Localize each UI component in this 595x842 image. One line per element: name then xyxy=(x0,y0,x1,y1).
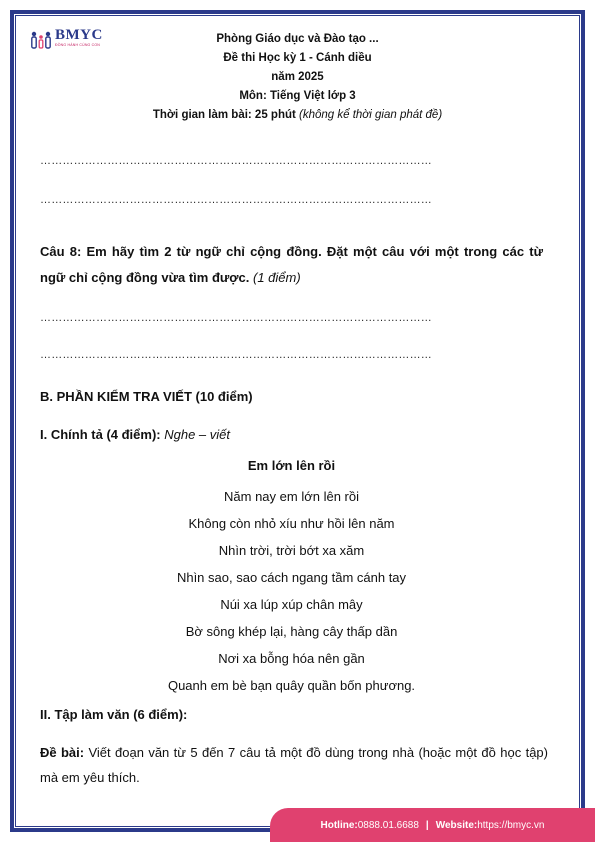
poem-line: Quanh em bè bạn quây quần bốn phương. xyxy=(167,678,416,693)
section-1-heading xyxy=(40,427,230,442)
page-frame-inner xyxy=(15,15,580,827)
poem-line: Không còn nhỏ xíu như hồi lên năm xyxy=(188,516,395,531)
task-text: Viết đoạn văn từ 5 đến 7 câu tả một đồ dùng trong nhà (hoặc một đồ học tập) mà em yêu thích. xyxy=(40,745,548,785)
question-8 xyxy=(40,239,543,291)
section-1-mode: Nghe – viết xyxy=(164,427,230,442)
poem-line: Nhìn trời, trời bớt xa xăm xyxy=(218,543,365,558)
logo-tagline: ĐỒNG HÀNH CÙNG CON xyxy=(55,43,101,47)
writing-task xyxy=(40,740,548,790)
task-label: Đề bài: xyxy=(40,745,85,760)
answer-line: …………………………………………………………………………………………… xyxy=(40,312,432,324)
question-8-points: (1 điểm) xyxy=(253,270,301,285)
poem-title: Em lớn lên rồi xyxy=(247,458,336,473)
header-subject: Môn: Tiếng Việt lớp 3 xyxy=(239,90,356,102)
hotline-label: Hotline: xyxy=(320,819,358,831)
website-link[interactable]: https://bmyc.vn xyxy=(477,819,545,831)
header-department: Phòng Giáo dục và Đào tạo ... xyxy=(216,33,379,45)
poem xyxy=(40,456,543,699)
hotline-number[interactable]: 0888.01.6688 xyxy=(357,819,419,831)
section-b-heading: B. PHẦN KIỂM TRA VIẾT (10 điểm) xyxy=(40,389,253,404)
header-year: năm 2025 xyxy=(271,71,324,83)
logo-wordmark: BMYC xyxy=(55,27,103,43)
header-time-note: (không kể thời gian phát đề) xyxy=(299,109,443,121)
contact-footer xyxy=(270,808,595,842)
family-logo-icon xyxy=(30,28,52,50)
poem-line: Bờ sông khép lại, hàng cây thấp dần xyxy=(185,624,398,639)
poem-line: Năm nay em lớn lên rồi xyxy=(224,489,359,504)
section-2-heading: II. Tập làm văn (6 điểm): xyxy=(40,707,188,722)
header-time-label: Thời gian làm bài: 25 phút xyxy=(152,109,300,121)
poem-line: Núi xa lúp xúp chân mây xyxy=(220,597,363,612)
poem-line: Nhìn sao, sao cách ngang tầm cánh tay xyxy=(176,570,407,585)
bmyc-logo xyxy=(30,28,103,54)
answer-line: …………………………………………………………………………………………… xyxy=(40,155,432,167)
poem-line: Nơi xa bỗng hóa nên gần xyxy=(218,651,365,666)
footer-separator: | xyxy=(425,819,429,831)
answer-line: …………………………………………………………………………………………… xyxy=(40,194,432,206)
website-label: Website: xyxy=(435,819,478,831)
section-1-label: I. Chính tả (4 điểm): xyxy=(40,427,165,442)
header-exam-title: Đề thi Học kỳ 1 - Cánh diều xyxy=(223,52,372,64)
question-8-text: Câu 8: Em hãy tìm 2 từ ngữ chỉ cộng đồng. Đặt một câu với một trong các từ ngữ chỉ cộng đồng vừa tìm được. xyxy=(40,244,543,285)
exam-header xyxy=(100,30,495,125)
answer-line: …………………………………………………………………………………………… xyxy=(40,349,432,361)
header-time xyxy=(100,106,495,125)
